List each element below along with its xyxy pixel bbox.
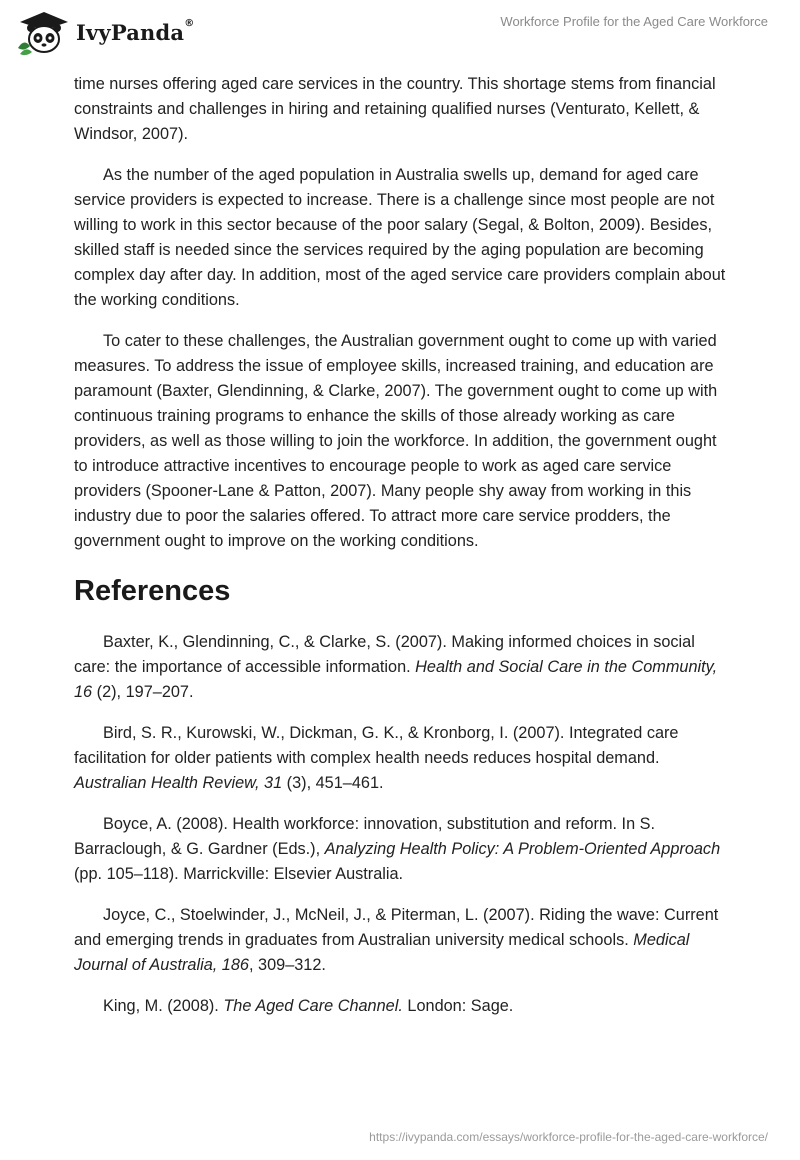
- references-heading: References: [74, 575, 231, 607]
- brand-name: IvyPanda®: [76, 17, 195, 45]
- brand-logo[interactable]: [14, 8, 194, 56]
- document-title: Workforce Profile for the Aged Care Workforce: [500, 14, 768, 29]
- page-header: [0, 0, 800, 60]
- reference-item: Bird, S. R., Kurowski, W., Dickman, G. K., & Kronborg, I. (2007). Integrated care facilitation for older patients with complex health needs reduces hospital demand. Australian Health Review, 31 (3), 451–461.: [74, 724, 679, 792]
- body-paragraph: time nurses offering aged care services in the country. This shortage stems from financial constraints and challenges in hiring and retaining qualified nurses (Venturato, Kellett, & Windsor, 2007).: [74, 75, 716, 143]
- reference-item: King, M. (2008). The Aged Care Channel. London: Sage.: [103, 997, 514, 1015]
- registered-mark: ®: [184, 17, 195, 29]
- reference-item: Joyce, C., Stoelwinder, J., McNeil, J., & Piterman, L. (2007). Riding the wave: Current and emerging trends in graduates from Australian university medical schools. Medical Journal of Australia, 186, 309–312.: [74, 906, 719, 974]
- reference-item: Baxter, K., Glendinning, C., & Clarke, S. (2007). Making informed choices in social care: the importance of accessible information. Health and Social Care in the Community, 16 (2), 197–207.: [74, 633, 718, 701]
- body-paragraph: To cater to these challenges, the Australian government ought to come up with varied measures. To address the issue of employee skills, increased training, and education are paramount (Baxter, Glendinning, & Clarke, 2007). The government ought to come up with continuous training programs to enhance the skills of those already working as care providers, as well as those willing to join the workforce. In addition, the government ought to introduce attractive incentives to encourage people to work as aged care service providers (Spooner-Lane & Patton, 2007). Many people shy away from working in this industry due to poor the salaries offered. To attract more care service prodders, the government ought to improve on the working conditions.: [74, 332, 718, 550]
- reference-item: Boyce, A. (2008). Health workforce: innovation, substitution and reform. In S. Barraclough, & G. Gardner (Eds.), Analyzing Health Policy: A Problem-Oriented Approach (pp. 105–118). Marrickville: Elsevier Australia.: [74, 815, 721, 883]
- panda-graduation-cap-icon: [14, 8, 70, 56]
- essay-content: [74, 72, 726, 1035]
- source-url[interactable]: https://ivypanda.com/essays/workforce-profile-for-the-aged-care-workforce/: [369, 1130, 768, 1144]
- body-paragraph: As the number of the aged population in Australia swells up, demand for aged care service providers is expected to increase. There is a challenge since most people are not willing to work in this sector because of the poor salary (Segal, & Bolton, 2009). Besides, skilled staff is needed since the services required by the aging population are becoming complex day after day. In addition, most of the aged service care providers complain about the working conditions.: [74, 166, 726, 309]
